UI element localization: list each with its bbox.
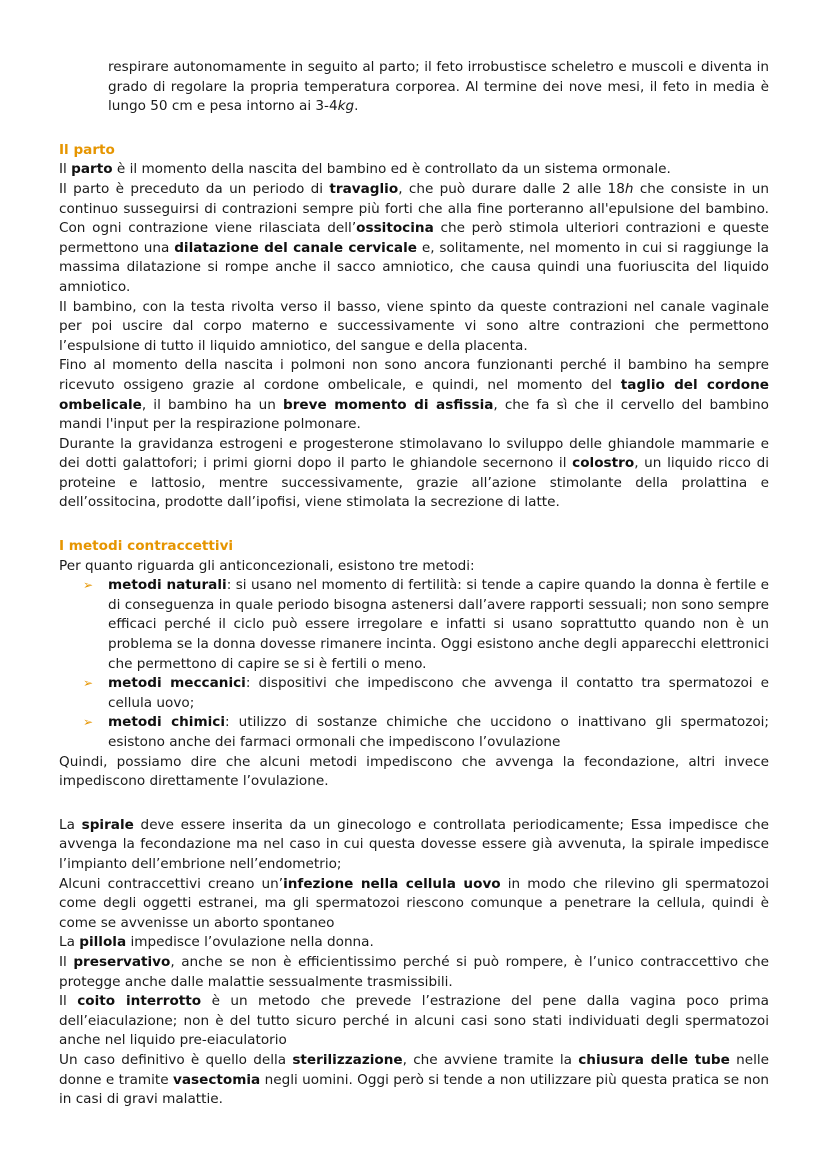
- paragraph: La spirale deve essere inserita da un ginecologo e controllata periodicamente; Essa impedisce che avvenga la fecondazione ma nel caso in cui questa dovesse essere già avvenuta, la spirale impedisce l’impianto dell’embrione nell’endometrio;: [59, 816, 769, 872]
- paragraph: Durante la gravidanza estrogeni e progesterone stimolavano lo sviluppo delle ghiandole mammarie e dei dotti galattofori; i primi giorni dopo il parto le ghiandole secernono il colostro, un liquido ricco di proteine e lattosio, mentre successivamente, grazie all’azione stimolante della prolattina e dell’ossitocina, prodotte dall’ipofisi, viene stimolata la secrezione di latte.: [59, 435, 769, 511]
- section-heading-parto: Il parto: [59, 141, 115, 158]
- paragraph: Quindi, possiamo dire che alcuni metodi impediscono che avvenga la fecondazione, altri invece impediscono direttamente l’ovulazione.: [59, 753, 769, 790]
- document-page: [59, 58, 769, 1110]
- paragraph: Il parto è preceduto da un periodo di travaglio, che può durare dalle 2 alle 18h che consiste in un continuo susseguirsi di contrazioni sempre più forti che alla fine porteranno all'epulsione del bambino. Con ogni contrazione viene rilasciata dell’ossitocina che però stimola ulteriori contrazioni e queste permettono una dilatazione del canale cervicale e, solitamente, nel momento in cui si raggiunge la massima dilatazione si rompe anche il sacco amniotico, che causa quindi una fuoriuscita del liquido amniotico.: [59, 180, 770, 295]
- section-heading-metodi: I metodi contraccettivi: [59, 538, 234, 555]
- paragraph: Per quanto riguarda gli anticoncezionali, esistono tre metodi:: [59, 557, 475, 574]
- paragraph: Il parto è il momento della nascita del bambino ed è controllato da un sistema ormonale.: [59, 161, 671, 178]
- paragraph: Alcuni contraccettivi creano un’infezione nella cellula uovo in modo che rilevino gli spermatozoi come degli oggetti estranei, ma gli spermatozoi riescono comunque a penetrare la cellula, quindi è come se avvenisse un aborto spontaneo: [59, 875, 769, 931]
- paragraph: Fino al momento della nascita i polmoni non sono ancora funzionanti perché il bambino ha sempre ricevuto ossigeno grazie al cordone ombelicale, e quindi, nel momento del taglio del cordone ombelicale, il bambino ha un breve momento di asfissia, che fa sì che il cervello del bambino mandi l'input per la respirazione polmonare.: [59, 357, 769, 433]
- arrow-bullet-icon: ➢: [83, 578, 94, 593]
- paragraph: Un caso definitivo è quello della sterilizzazione, che avviene tramite la chiusura delle tube nelle donne e tramite vasectomia negli uomini. Oggi però si tende a non utilizzare più questa pratica se non in casi di gravi malattie.: [59, 1051, 770, 1108]
- paragraph: Il bambino, con la testa rivolta verso il basso, viene spinto da queste contrazioni nel canale vaginale per poi uscire dal corpo materno e successivamente vi sono altre contrazioni che permettono l’espulsione di tutto il liquido amniotico, del sangue e della placenta.: [59, 298, 769, 354]
- paragraph: Il preservativo, anche se non è efficientissimo perché si può rompere, è l’unico contraccettivo che protegge anche dalle malattie sessualmente trasmissibili.: [59, 953, 769, 990]
- list-item: ➢ metodi meccanici: dispositivi che impediscono che avvenga il contatto tra spermatozoi e cellula uovo;: [83, 675, 769, 711]
- paragraph: La pillola impedisce l’ovulazione nella donna.: [59, 934, 374, 951]
- list-item: ➢ metodi chimici: utilizzo di sostanze chimiche che uccidono o inattivano gli spermatozoi; esistono anche dei farmaci ormonali che impediscono l’ovulazione: [83, 714, 770, 750]
- methods-list: [59, 576, 769, 752]
- paragraph: Il coito interrotto è un metodo che prevede l’estrazione del pene dalla vagina poco prima dell’eiaculazione; non è del tutto sicuro perché in alcuni casi sono stati individuati degli spermatozoi anche nel liquido pre-eiaculatorio: [59, 993, 769, 1049]
- intro-paragraph: respirare autonomamente in seguito al parto; il feto irrobustisce scheletro e muscoli e diventa in grado di regolare la propria temperatura corporea. Al termine dei nove mesi, il feto in media è lungo 50 cm e pesa intorno ai 3-4kg.: [108, 59, 769, 115]
- arrow-bullet-icon: ➢: [83, 715, 94, 730]
- arrow-bullet-icon: ➢: [83, 676, 94, 691]
- list-item: ➢ metodi naturali: si usano nel momento di fertilità: si tende a capire quando la donna è fertile e di conseguenza in quale periodo bisogna astenersi dall’avere rapporti sessuali; non sono sempre efficaci perché il ciclo può essere irregolare e infatti si usano soprattutto quando non è un problema se la donna dovesse rimanere incinta. Oggi esistono anche degli apparecchi elettronici che permettono di capire se si è fertili o meno.: [83, 577, 769, 672]
